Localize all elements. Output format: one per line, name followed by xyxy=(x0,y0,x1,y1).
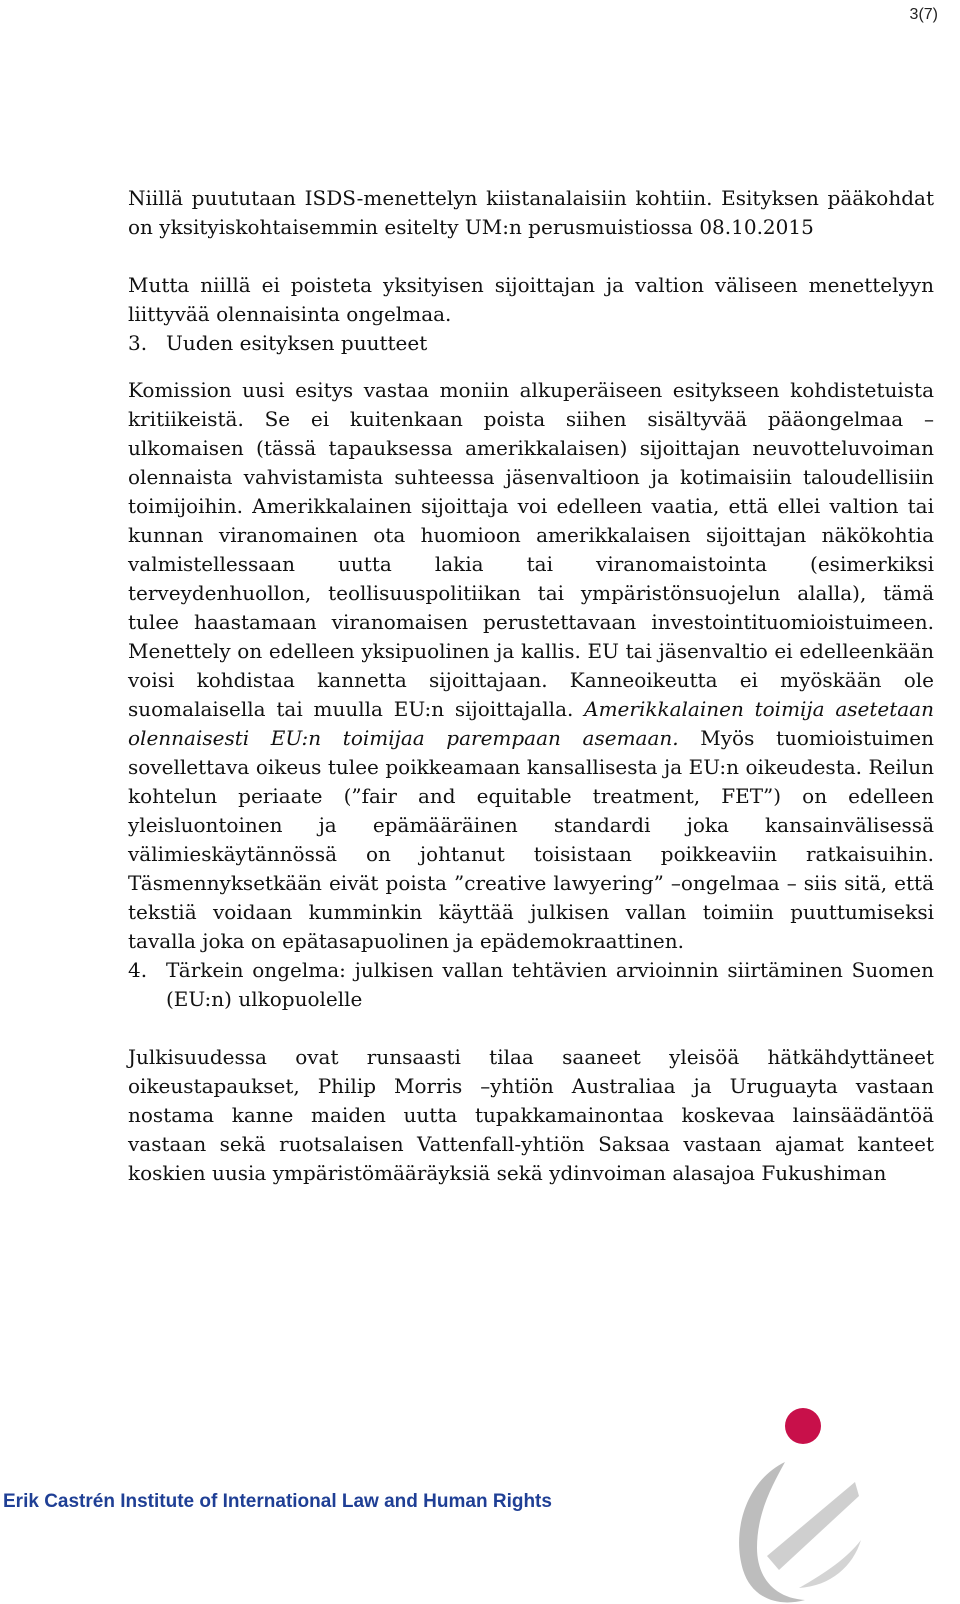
logo-swoosh-right xyxy=(799,1540,861,1588)
logo-dot xyxy=(785,1408,821,1444)
section-title: Tärkein ongelma: julkisen vallan tehtävien arvioinnin siirtäminen Suomen (EU:n) ulkopuolelle xyxy=(166,958,934,1011)
section-heading-3 xyxy=(128,329,934,358)
section-heading-4 xyxy=(128,956,934,1014)
institute-logo xyxy=(727,1400,867,1604)
page-number: 3(7) xyxy=(909,6,938,23)
section-number: 4. xyxy=(128,958,148,982)
paragraph-cases: Julkisuudessa ovat runsaasti tilaa saaneet yleisöä hätkähdyttäneet oikeustapaukset, Philip Morris –yhtiön Australiaa ja Uruguayta vastaan nostama kanne maiden uutta tupakkamainontaa koskevaa lainsäädäntöä vastaan sekä ruotsalaisen Vattenfall-yhtiön Saksaa vastaan ajamat kanteet koskien uusia ympäristömääräyksiä sekä ydinvoiman alasajoa Fukushiman xyxy=(128,1045,934,1185)
document-body xyxy=(128,184,934,1188)
paragraph-shortcomings xyxy=(128,376,934,956)
logo-swoosh-left xyxy=(739,1462,805,1602)
institute-name: Erik Castrén Institute of International Law and Human Rights xyxy=(3,1491,552,1512)
paragraph-text: Komission uusi esitys vastaa moniin alkuperäiseen esitykseen kohdistetuista kritiikeistä. Se ei kuitenkaan poista siihen sisältyvää pääongelmaa – ulkomaisen (tässä tapauksessa amerikkalaisen) sijoittajan neuvotteluvoiman olennaista vahvistamista suhteessa jäsenvaltioon ja kotimaisiin taloudellisiin toimijoihin. Amerikkalainen sijoittaja voi edelleen vaatia, että ellei valtion tai kunnan viranomainen ota huomioon amerikkalaisen sijoittajan näkökohtia valmistellessaan uutta lakia tai viranomaistointa (esimerkiksi terveydenhuollon, teollisuuspolitiikan tai ympäristönsuojelun alalla), tämä tulee haastamaan viranomaisen perustettavaan investointituomioistuimeen. Menettely on edelleen yksipuolinen ja kallis. EU tai jäsenvaltio ei edelleenkään voisi kohdistaa kannetta sijoittajaan. Kanneoikeutta ei myöskään ole suomalaisella tai muulla EU:n sijoittajalla. xyxy=(128,378,934,721)
paragraph-text: Myös tuomioistuimen sovellettava oikeus tulee poikkeamaan kansallisesta ja EU:n oikeudesta. Reilun kohtelun periaate (”fair and equitable treatment, FET”) on edelleen yleisluontoinen ja epämääräinen standardi joka kansainvälisessä välimieskäytännössä on johtanut toisistaan poikkeaviin ratkaisuihin. Täsmennyksetkään eivät poista ”creative lawyering” –ongelmaa – siis sitä, että tekstiä voidaan kumminkin käyttää julkisen vallan toimiin puuttumiseksi tavalla joka on epätasapuolinen ja epädemokraattinen. xyxy=(128,726,934,953)
paragraph-intro: Niillä puututaan ISDS-menettelyn kiistanalaisiin kohtiin. Esityksen pääkohdat on yksityiskohtaisemmin esitelty UM:n perusmuistiossa 08.10.2015 xyxy=(128,186,934,239)
emphasized-text: Amerikkalainen toimija asetetaan olennaisesti EU:n toimijaa parempaan asemaan. xyxy=(128,697,934,750)
section-number: 3. xyxy=(128,331,148,355)
section-title: Uuden esityksen puutteet xyxy=(166,331,428,355)
paragraph-problem: Mutta niillä ei poisteta yksityisen sijoittajan ja valtion väliseen menettelyyn liittyvää olennaisinta ongelmaa. xyxy=(128,273,934,326)
